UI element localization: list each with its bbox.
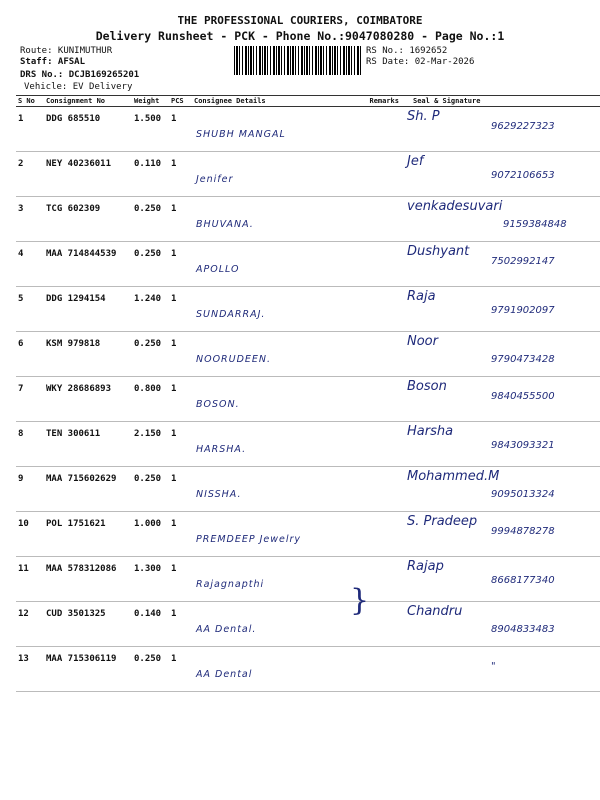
row-consignment-no: TCG 602309: [44, 197, 132, 242]
row-signature: [403, 197, 600, 242]
consignee-handwritten-name: BHUVANA.: [196, 219, 254, 230]
rs-number: RS No.: 1692652: [366, 46, 448, 56]
row-weight: 2.150: [132, 422, 169, 467]
signature-scribble: Boson: [407, 379, 447, 394]
consignee-handwritten-name: SUNDARRAJ.: [196, 309, 266, 320]
handwritten-phone: 9994878278: [491, 526, 555, 537]
row-sno: 11: [16, 557, 44, 602]
consignee-handwritten-name: Jenifer: [196, 174, 234, 185]
row-sno: 4: [16, 242, 44, 287]
row-consignment-no: NEY 40236011: [44, 152, 132, 197]
col-weight: Weight: [132, 96, 169, 107]
row-sno: 12: [16, 602, 44, 647]
consignee-handwritten-name: BOSON.: [196, 399, 240, 410]
row-signature: [403, 377, 600, 422]
table-row: [16, 377, 600, 422]
row-weight: 0.110: [132, 152, 169, 197]
row-consignment-no: MAA 715306119: [44, 647, 132, 692]
consignee-handwritten-name: AA Dental.: [196, 624, 257, 635]
row-weight: 1.500: [132, 107, 169, 152]
row-signature: [403, 647, 600, 692]
row-weight: 0.250: [132, 647, 169, 692]
row-pcs: 1: [169, 242, 192, 287]
row-sno: 1: [16, 107, 44, 152]
rs-info: [366, 46, 474, 68]
row-pcs: 1: [169, 512, 192, 557]
handwritten-phone: ": [491, 661, 496, 672]
row-consignee: [192, 197, 343, 242]
company-title: THE PROFESSIONAL COURIERS, COIMBATORE: [177, 14, 423, 27]
row-weight: 1.300: [132, 557, 169, 602]
row-consignment-no: CUD 3501325: [44, 602, 132, 647]
signature-scribble: Rajap: [407, 559, 444, 574]
col-consignment: Consignment No: [44, 96, 132, 107]
row-weight: 0.250: [132, 467, 169, 512]
row-weight: 0.250: [132, 197, 169, 242]
table-row: [16, 287, 600, 332]
row-weight: 0.250: [132, 332, 169, 377]
row-remarks: [343, 287, 403, 332]
drs-number: DRS No.: DCJB169265201: [20, 70, 140, 80]
row-consignee: [192, 647, 343, 692]
table-row: [16, 422, 600, 467]
handwritten-phone: 9843093321: [491, 440, 555, 451]
row-sno: 3: [16, 197, 44, 242]
runsheet-table: [16, 95, 600, 692]
row-signature: [403, 242, 600, 287]
row-consignee: [192, 512, 343, 557]
handwritten-phone: 9629227323: [491, 121, 555, 132]
signature-scribble: Harsha: [407, 424, 454, 439]
row-remarks: [343, 647, 403, 692]
col-seal-signature: Seal & Signature: [403, 96, 600, 107]
handwritten-phone: 9159384848: [503, 219, 567, 230]
row-sno: 5: [16, 287, 44, 332]
handwritten-phone: 9095013324: [491, 489, 555, 500]
row-remarks: [343, 107, 403, 152]
consignee-handwritten-name: HARSHA.: [196, 444, 247, 455]
handwritten-phone: 8668177340: [491, 575, 555, 586]
row-pcs: 1: [169, 287, 192, 332]
col-consignee: Consignee Details: [192, 96, 343, 107]
row-weight: 1.240: [132, 287, 169, 332]
handwritten-phone: 9791902097: [491, 305, 555, 316]
row-signature: [403, 557, 600, 602]
row-sno: 7: [16, 377, 44, 422]
signature-scribble: Noor: [407, 334, 438, 349]
table-row: [16, 107, 600, 152]
table-row: [16, 512, 600, 557]
route-label: Route: KUNIMUTHUR: [20, 46, 113, 56]
col-pcs: PCS: [169, 96, 192, 107]
row-consignee: [192, 332, 343, 377]
row-sno: 6: [16, 332, 44, 377]
row-pcs: 1: [169, 152, 192, 197]
row-remarks: [343, 377, 403, 422]
table-header-row: [16, 96, 600, 107]
row-consignee: [192, 602, 343, 647]
col-remarks: Remarks: [343, 96, 403, 107]
row-signature: [403, 152, 600, 197]
consignee-handwritten-name: NOORUDEEN.: [196, 354, 272, 365]
barcode-image: [234, 46, 361, 75]
row-consignment-no: KSM 979818: [44, 332, 132, 377]
rs-date: RS Date: 02-Mar-2026: [366, 57, 475, 67]
signature-scribble: Dushyant: [407, 244, 470, 259]
row-signature: [403, 287, 600, 332]
table-row: [16, 557, 600, 602]
consignee-handwritten-name: PREMDEEP Jewelry: [196, 534, 302, 545]
consignee-handwritten-name: APOLLO: [196, 264, 240, 275]
consignee-handwritten-name: SHUBH MANGAL: [196, 129, 286, 140]
row-pcs: 1: [169, 197, 192, 242]
signature-scribble: Sh. P: [407, 109, 440, 124]
row-consignment-no: DDG 1294154: [44, 287, 132, 332]
row-weight: 0.800: [132, 377, 169, 422]
row-remarks: [343, 152, 403, 197]
row-sno: 13: [16, 647, 44, 692]
row-signature: [403, 467, 600, 512]
signature-scribble: Chandru: [407, 604, 463, 619]
table-row: [16, 647, 600, 692]
row-remarks: [343, 422, 403, 467]
row-signature: [403, 422, 600, 467]
row-signature: [403, 107, 600, 152]
row-weight: 0.140: [132, 602, 169, 647]
row-consignee: [192, 242, 343, 287]
row-signature: [403, 332, 600, 377]
row-consignment-no: POL 1751621: [44, 512, 132, 557]
brace-mark: }: [350, 583, 370, 618]
handwritten-phone: 8904833483: [491, 624, 555, 635]
row-weight: 1.000: [132, 512, 169, 557]
row-consignment-no: MAA 578312086: [44, 557, 132, 602]
signature-scribble: venkadesuvari: [407, 199, 503, 214]
row-consignee: [192, 152, 343, 197]
row-sno: 8: [16, 422, 44, 467]
table-row: [16, 332, 600, 377]
table-row: [16, 197, 600, 242]
vehicle-label: Vehicle: EV Delivery: [24, 82, 133, 92]
row-remarks: [343, 197, 403, 242]
row-sno: 9: [16, 467, 44, 512]
table-row: [16, 152, 600, 197]
row-consignee: [192, 467, 343, 512]
row-pcs: 1: [169, 602, 192, 647]
row-signature: [403, 512, 600, 557]
row-consignment-no: WKY 28686893: [44, 377, 132, 422]
row-consignee: [192, 557, 343, 602]
row-consignment-no: MAA 714844539: [44, 242, 132, 287]
row-pcs: 1: [169, 422, 192, 467]
row-consignment-no: MAA 715602629: [44, 467, 132, 512]
row-consignee: [192, 107, 343, 152]
row-consignment-no: TEN 300611: [44, 422, 132, 467]
staff-label: Staff: AFSAL: [20, 57, 86, 67]
signature-scribble: Mohammed.M: [407, 469, 500, 484]
consignee-handwritten-name: AA Dental: [196, 669, 253, 680]
handwritten-phone: 9072106653: [491, 170, 555, 181]
row-pcs: 1: [169, 377, 192, 422]
table-row: [16, 467, 600, 512]
row-pcs: 1: [169, 647, 192, 692]
runsheet-subtitle: Delivery Runsheet - PCK - Phone No.:9047080280 - Page No.:1: [95, 29, 505, 43]
row-remarks: [343, 242, 403, 287]
handwritten-phone: 9790473428: [491, 354, 555, 365]
row-consignee: [192, 422, 343, 467]
handwritten-phone: 7502992147: [491, 256, 555, 267]
signature-scribble: Jef: [407, 154, 424, 169]
row-pcs: 1: [169, 557, 192, 602]
row-signature: [403, 602, 600, 647]
signature-scribble: Raja: [407, 289, 436, 304]
signature-scribble: S. Pradeep: [407, 514, 478, 529]
row-consignee: [192, 377, 343, 422]
row-pcs: 1: [169, 332, 192, 377]
consignee-handwritten-name: Rajagnapthi: [196, 579, 265, 590]
row-pcs: 1: [169, 107, 192, 152]
row-consignee: [192, 287, 343, 332]
row-remarks: [343, 512, 403, 557]
row-remarks: [343, 332, 403, 377]
table-row: [16, 242, 600, 287]
row-pcs: 1: [169, 467, 192, 512]
col-sno: S No: [16, 96, 44, 107]
row-consignment-no: DDG 685510: [44, 107, 132, 152]
row-weight: 0.250: [132, 242, 169, 287]
row-remarks: [343, 467, 403, 512]
handwritten-phone: 9840455500: [491, 391, 555, 402]
row-sno: 2: [16, 152, 44, 197]
consignee-handwritten-name: NISSHA.: [196, 489, 242, 500]
row-sno: 10: [16, 512, 44, 557]
table-row: [16, 602, 600, 647]
